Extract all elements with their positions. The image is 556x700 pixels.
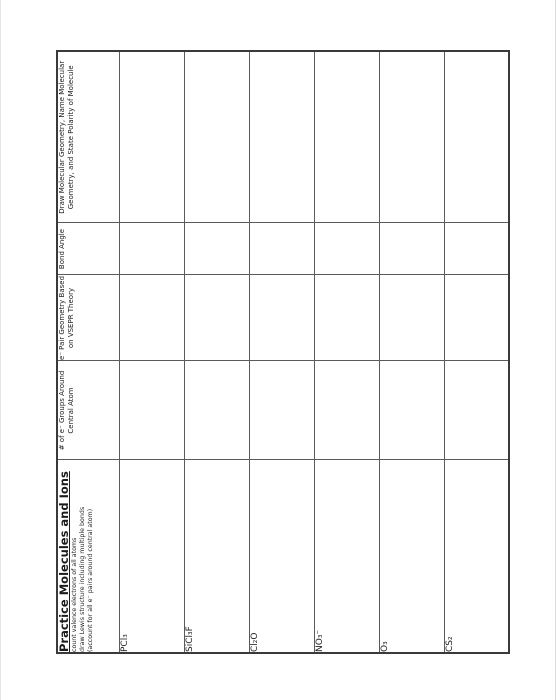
header-row xyxy=(57,51,119,653)
answer-cell xyxy=(184,361,249,460)
answer-cell xyxy=(119,51,184,223)
answer-cell xyxy=(444,275,509,361)
answer-cell xyxy=(444,361,509,460)
answer-cell xyxy=(314,361,379,460)
answer-cell xyxy=(444,51,509,223)
answer-cell xyxy=(119,361,184,460)
molecule-label: O₃ xyxy=(379,460,444,653)
answer-cell xyxy=(184,275,249,361)
instruction-line: count valence electrons of all atoms xyxy=(71,537,78,652)
answer-cell xyxy=(249,51,314,223)
table-row xyxy=(184,51,249,653)
column-header-molecular-geometry: Draw Molecular Geometry, Name Molecular Geometry, and State Polarity of Molecule xyxy=(57,51,119,223)
answer-cell xyxy=(249,275,314,361)
table-row xyxy=(379,51,444,653)
molecule-label: NO₃⁻ xyxy=(314,460,379,653)
molecule-label: Cl₂O xyxy=(249,460,314,653)
molecule-label: SiCl₃F xyxy=(184,460,249,653)
answer-cell xyxy=(249,223,314,275)
title-cell xyxy=(57,460,119,653)
column-header-pair-geometry: e⁻ Pair Geometry Based on VSEPR Theory xyxy=(57,275,119,361)
instruction-line: (account for all e⁻ pairs around central atom) xyxy=(87,508,94,652)
table-row xyxy=(444,51,509,653)
column-header-bond-angle: Bond Angle xyxy=(57,223,119,275)
answer-cell xyxy=(314,223,379,275)
answer-cell xyxy=(119,275,184,361)
answer-cell xyxy=(444,223,509,275)
instruction-line: draw Lewis structure including multiple bonds xyxy=(79,506,86,652)
answer-cell xyxy=(379,275,444,361)
answer-cell xyxy=(379,361,444,460)
answer-cell xyxy=(119,223,184,275)
worksheet-title: Practice Molecules and Ions xyxy=(57,471,71,652)
answer-cell xyxy=(249,361,314,460)
molecule-label: CS₂ xyxy=(444,460,509,653)
table-row xyxy=(249,51,314,653)
column-header-electron-groups: # of e⁻ Groups Around Central Atom xyxy=(57,361,119,460)
table-row xyxy=(314,51,379,653)
table-row xyxy=(119,51,184,653)
answer-cell xyxy=(379,51,444,223)
answer-cell xyxy=(314,275,379,361)
answer-cell xyxy=(184,51,249,223)
answer-cell xyxy=(314,51,379,223)
worksheet-rotated xyxy=(56,52,508,654)
answer-cell xyxy=(379,223,444,275)
answer-cell xyxy=(184,223,249,275)
molecule-label: PCl₃ xyxy=(119,460,184,653)
worksheet-table xyxy=(56,50,510,654)
